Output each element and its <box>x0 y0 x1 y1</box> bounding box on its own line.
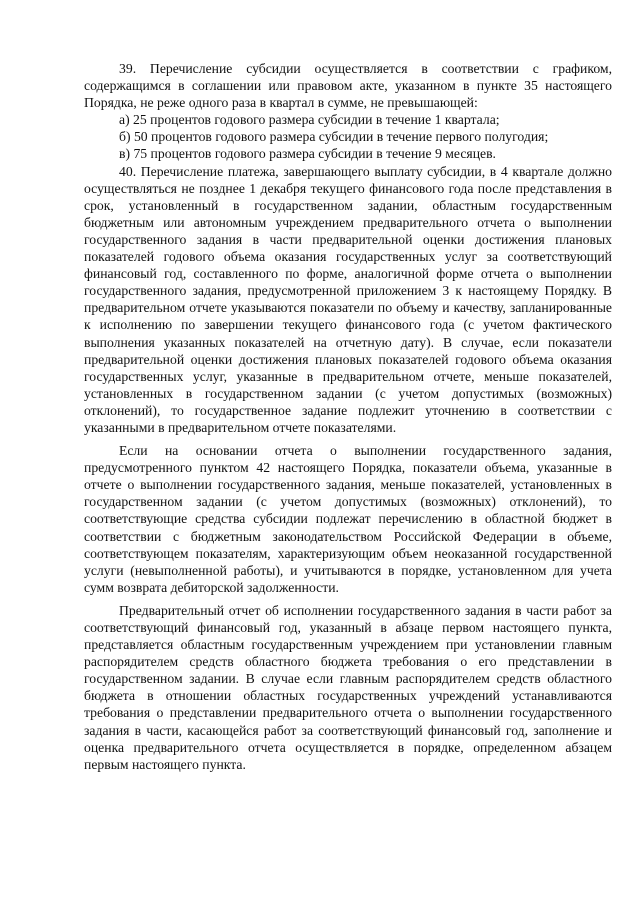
list-item-b: б) 50 процентов годового размера субсидии в течение первого полугодия; <box>119 129 549 145</box>
paragraph-39-intro: 39. Перечисление субсидии осуществляется в соответствии с графиком, содержащимся в соглашении или правовом акте, указанном в пункте 35 настоящего Порядка, не реже одного раза в квартал в сумме, не превышающей: <box>84 61 612 111</box>
list-item-c: в) 75 процентов годового размера субсидии в течение 9 месяцев. <box>119 146 496 162</box>
list-item-a: а) 25 процентов годового размера субсидии в течение 1 квартала; <box>119 112 500 128</box>
paragraph-preliminary-report: Предварительный отчет об исполнении государственного задания в части работ за соответствующий финансовый год, указанный в абзаце первом настоящего пункта, представляется областным государственным учреждением при установлении главным распорядителем средств областного бюджета требования о его представлении в государственном задании. В случае если главным распорядителем средств областного бюджета в отношении областных государственных учреждений устанавливаются требования о представлении предварительного отчета о выполнении государственного задания в части, касающейся работ за соответствующий финансовый год, заполнение и оценка предварительного отчета осуществляется в порядке, определенном абзацем первым настоящего пункта. <box>84 602 612 772</box>
document-page <box>84 60 612 773</box>
paragraph-report-refund: Если на основании отчета о выполнении государственного задания, предусмотренного пунктом 42 настоящего Порядка, показатели объема, указанные в отчете о выполнении государственного задания, меньше показателей, установленных в государственном задании (с учетом допустимых (возможных) отклонений), то соответствующие средства субсидии подлежат перечислению в областной бюджет в соответствии с бюджетным законодательством Российской Федерации в объеме, соответствующем показателям, характеризующим объем неоказанной государственной услуги (невыполненной работы), и учитываются в порядке, установленном для учета сумм возврата дебиторской задолженности. <box>84 443 612 595</box>
paragraph-40: 40. Перечисление платежа, завершающего выплату субсидии, в 4 квартале должно осуществляться не позднее 1 декабря текущего финансового года после представления в срок, установленный в государственном задании, областным государственным бюджетным или автономным учреждением предварительного отчета о выполнении государственного задания в части предварительной оценки достижения плановых показателей годового объема оказания государственных услуг за соответствующий финансовый год, составленного по форме, аналогичной форме отчета о выполнении государственного задания, предусмотренной приложением 3 к настоящему Порядку. В предварительном отчете указываются показатели по объему и качеству, запланированные к исполнению по завершении текущего финансового года (с учетом фактического выполнения указанных показателей на отчетную дату). В случае, если показатели предварительной оценки достижения плановых показателей годового объема оказания государственных услуг, указанные в предварительном отчете, меньше показателей, установленных в государственном задании (с учетом допустимых (возможных) отклонений), то государственное задание подлежит уточнению в соответствии с указанными в предварительном отчете показателями. <box>84 163 612 435</box>
